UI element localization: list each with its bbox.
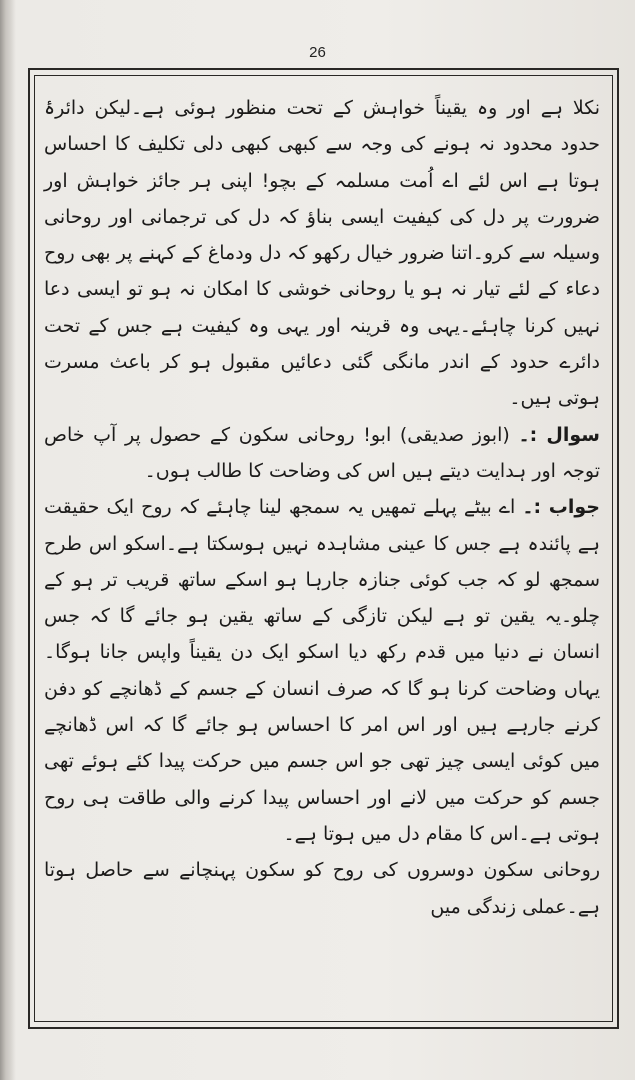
paragraph-closing: [44, 852, 600, 925]
paragraph-intro-text: نکلا ہے اور وہ یقیناً خواہش کے تحت منظور ہوئی ہے۔لیکن دائرۂ حدود محدود نہ ہونے کی وجہ سے کبھی کبھی دلی تکلیف کا احساس ہوتا ہے اس لئے اے اُمت مسلمہ کے بچو! اپنی ہر جائز خواہش اور ضرورت پر دل کی کیفیت ایسی بناؤ کہ دل کی ترجمانی اور روحانی وسیلہ سے کرو۔اتنا ضرور خیال رکھو کہ دل ودماغ کے کہنے پر بھی روح دعاء کے لئے تیار نہ ہو یا روحانی خوشی کا امکان نہ ہو تو ایسی دعا نہیں کرنا چاہئے۔یہی وہ قرینہ اور یہی وہ کیفیت ہے جس کے تحت دائرے حدود کے اندر مانگی گئی دعائیں مقبول ہو کر باعث مسرت ہوتی ہیں۔: [44, 97, 600, 410]
answer-label: جواب :۔: [522, 496, 601, 519]
question-label: سوال :۔: [518, 423, 600, 446]
answer-text: اے بیٹے پہلے تمھیں یہ سمجھ لینا چاہئے کہ روح ایک حقیقت ہے پائندہ ہے جس کا عینی مشاہدہ نہیں ہوسکتا ہے۔اسکو اس طرح سمجھ لو کہ جب کوئی جنازہ جارہا ہو اسکے ساتھ قریب تر ہو کے چلو۔یہ یقین تو ہے لیکن تازگی کے ساتھ یقین ہو جائے گا کہ جس انسان نے دنیا میں قدم رکھ دیا اسکو ایک دن یقیناً واپس جانا ہوگا۔یہاں وضاحت کرنا ہو گا کہ صرف انسان کے جسم کے ڈھانچے کو دفن کرنے جارہے ہیں اور اس امر کا احساس ہو جائے گا کہ اس ڈھانچے میں کوئی ایسی چیز تھی جو اس جسم میں حرکت پیدا کئے ہوئے تھی جسم کو حرکت میں لانے اور احساس پیدا کرنے والی طاقت ہی روح ہوتی ہے۔اس کا مقام دل میں ہوتا ہے۔: [44, 496, 600, 845]
body-text: [44, 90, 600, 925]
paragraph-closing-text: روحانی سکون دوسروں کی روح کو سکون پہنچانے سے حاصل ہوتا ہے۔عملی زندگی میں: [44, 859, 600, 918]
paragraph-question: [44, 417, 600, 490]
paragraph-intro: [44, 90, 600, 417]
book-spine-shadow: [0, 0, 16, 1080]
paragraph-answer: [44, 489, 600, 852]
question-text: (ابوز صدیقی) ابو! روحانی سکون کے حصول پر آپ خاص توجہ اور ہدایت دیتے ہیں اس کی وضاحت کا طالب ہوں۔: [44, 423, 600, 482]
page-number: 26: [309, 44, 326, 61]
